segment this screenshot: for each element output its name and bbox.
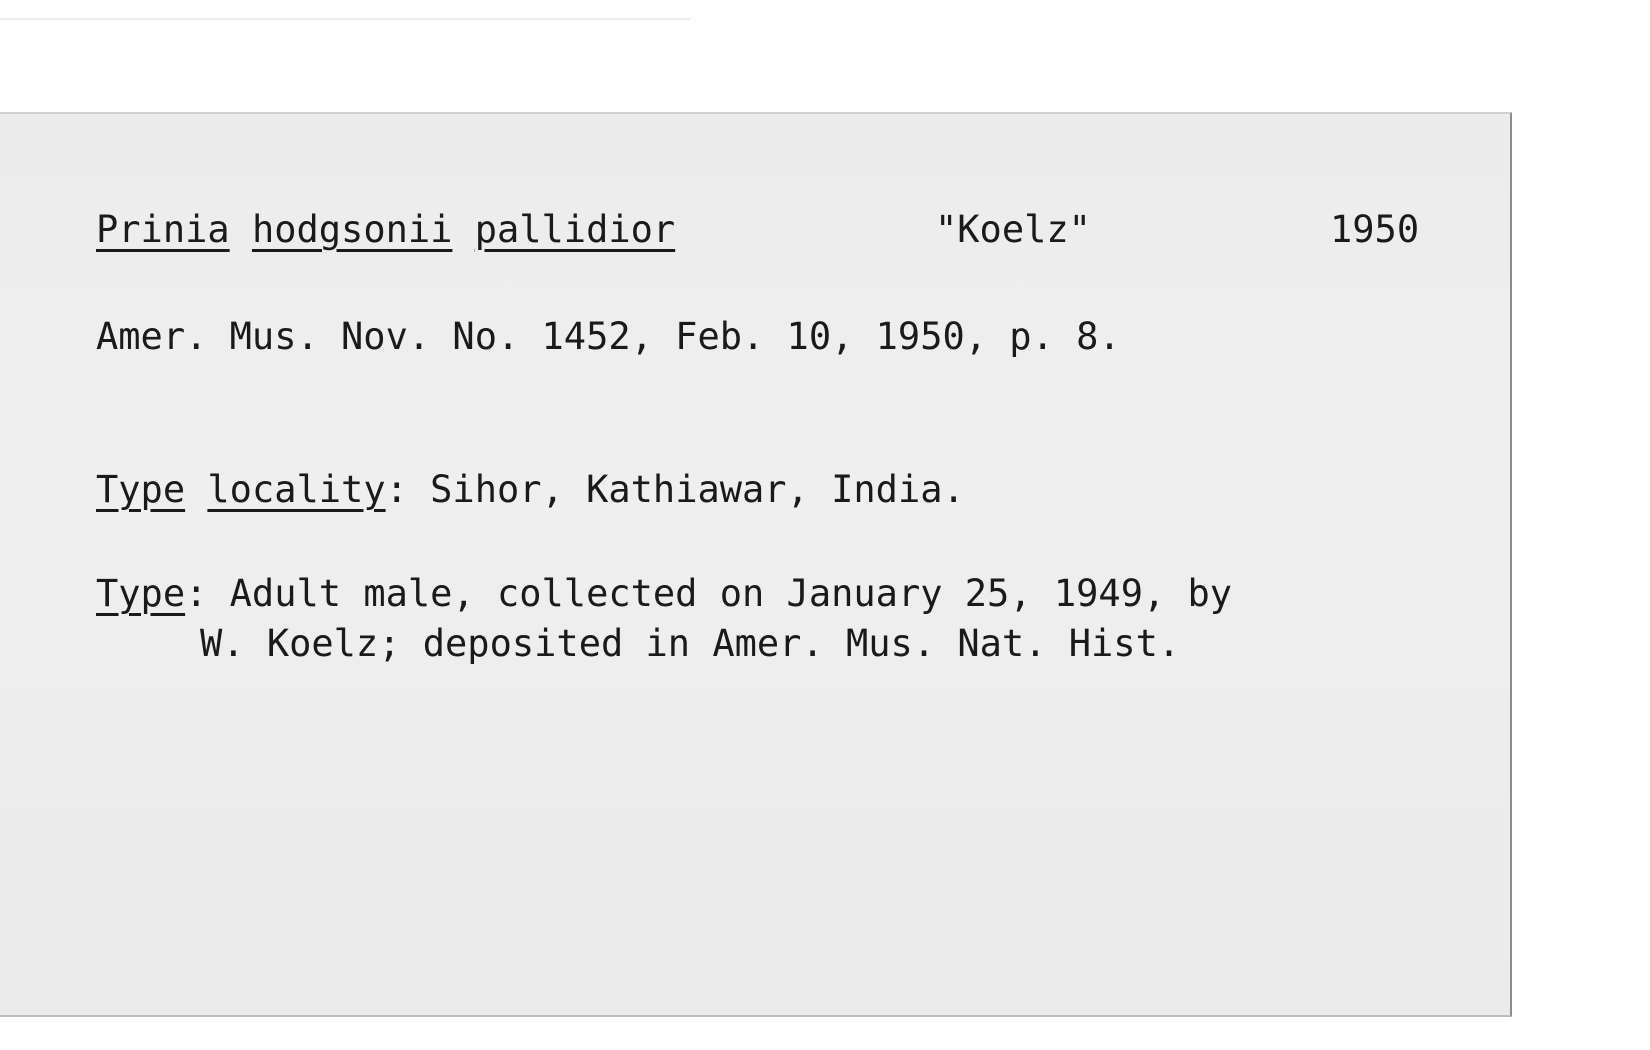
- type-locality-value: : Sihor, Kathiawar, India.: [385, 468, 965, 511]
- publication-year: 1950: [1330, 208, 1420, 251]
- type-locality-label-type: Type: [96, 468, 186, 511]
- scientific-name: [96, 208, 675, 252]
- type-locality-label-locality: locality: [207, 468, 386, 511]
- type-label: Type: [96, 572, 186, 615]
- species-name: hodgsonii: [251, 208, 453, 251]
- subspecies-name: pallidior: [474, 208, 676, 251]
- type-line-1: [96, 572, 1232, 616]
- type-locality-line: [96, 468, 965, 512]
- genus-name: Prinia: [96, 208, 230, 251]
- citation-line: Amer. Mus. Nov. No. 1452, Feb. 10, 1950, p. 8.: [96, 315, 1121, 358]
- author-name: "Koelz": [935, 208, 1091, 251]
- top-edge-rule: [0, 18, 690, 20]
- type-description-1: : Adult male, collected on January 25, 1949, by: [185, 572, 1233, 615]
- type-line-2: W. Koelz; deposited in Amer. Mus. Nat. Hist.: [200, 622, 1181, 665]
